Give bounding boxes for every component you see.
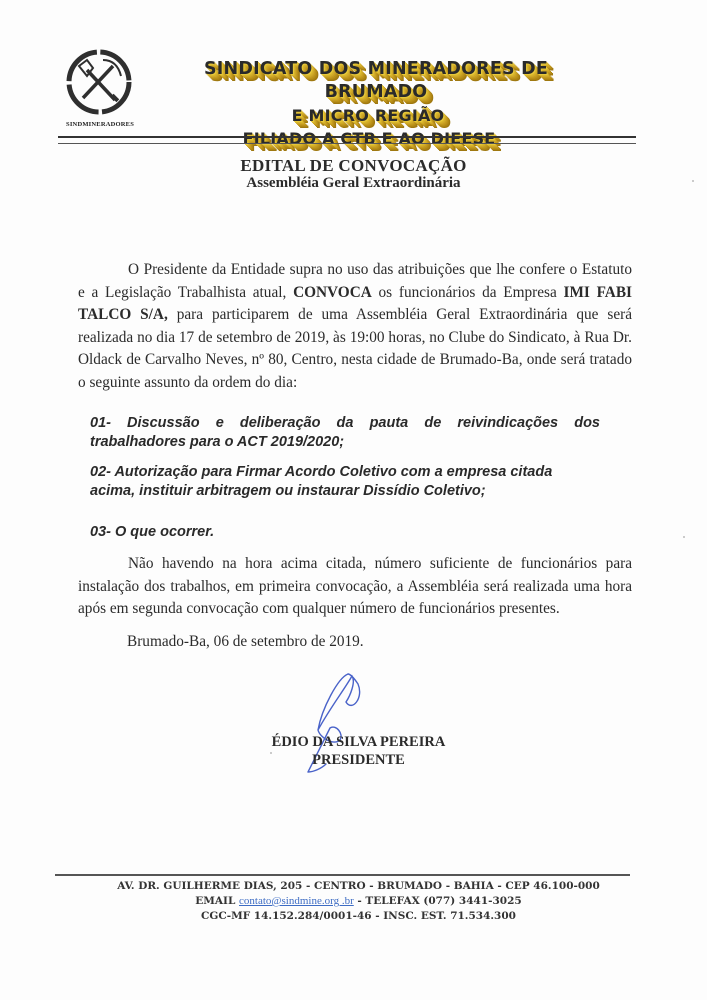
place-date: Brumado-Ba, 06 de setembro de 2019. [127, 633, 364, 650]
quorum-paragraph [78, 553, 632, 621]
banner-line-2: E MICRO REGIÃO [291, 106, 445, 125]
union-logo-pickaxe-shovel-icon [65, 48, 133, 116]
intro-text-3: para participarem de uma Assembléia Geral Extraordinária que será realizada no dia 17 de setembro de 2019, às 19:00 horas, no Clube do Sindicato, à Rua Dr. Oldack de Carvalho Neves, nº 80, Centro, nesta cidade de Brumado-Ba, onde será tratado o seguinte assunto da ordem do dia: [78, 306, 632, 391]
banner-line-1: SINDICATO DOS MINERADORES DE BRUMADO [204, 59, 548, 102]
email-label: EMAIL [195, 895, 240, 907]
scan-speck [683, 536, 685, 538]
scan-speck [692, 180, 694, 182]
signer-role: PRESIDENTE [312, 752, 405, 768]
document-title: EDITAL DE CONVOCAÇÃO [240, 156, 467, 175]
agenda-item-2: 02- Autorização para Firmar Acordo Coletivo com a empresa citada acima, instituir arbitragem ou instaurar Dissídio Coletivo; [90, 464, 553, 499]
scan-speck [270, 752, 272, 754]
intro-paragraph [78, 259, 632, 394]
banner-line-3: FILIADO A CTB E AO DIEESE [242, 129, 496, 148]
footer-contact [5, 895, 707, 907]
footer-divider [55, 874, 630, 876]
email-link[interactable]: contato@sindmine.org .br [239, 895, 354, 907]
document-subtitle: Assembléia Geral Extraordinária [246, 175, 461, 191]
footer-address: AV. DR. GUILHERME DIAS, 205 - CENTRO - BRUMADO - BAHIA - CEP 46.100-000 [117, 880, 600, 892]
quorum-text: Não havendo na hora acima citada, número suficiente de funcionários para instalação dos trabalhos, em primeira convocação, a Assembléia será realizada uma hora após em segunda convocação com qualquer número de funcionários presentes. [78, 555, 632, 617]
company-name: IMI FABI TALCO S/A, [78, 283, 632, 323]
telefax: - TELEFAX (077) 3441-3025 [353, 895, 522, 907]
logo-caption: SINDMINERADORES [66, 121, 135, 128]
agenda-item-1: 01- Discussão e deliberação da pauta de reivindicações dos trabalhadores para o ACT 2019/2020; [90, 415, 600, 450]
agenda-item-3: 03- O que ocorrer. [90, 524, 215, 540]
footer-registration: CGC-MF 14.152.284/0001-46 - INSC. EST. 71.534.300 [201, 910, 516, 922]
header-divider [58, 136, 636, 144]
intro-text-1: O Presidente da Entidade supra no uso das atribuições que lhe confere o Estatuto e a Legislação Trabalhista atual, [78, 261, 632, 301]
signer-name: ÉDIO DA SILVA PEREIRA [271, 734, 446, 750]
intro-convoca: CONVOCA [293, 283, 372, 301]
intro-text-2: os funcionários da Empresa [371, 283, 564, 301]
